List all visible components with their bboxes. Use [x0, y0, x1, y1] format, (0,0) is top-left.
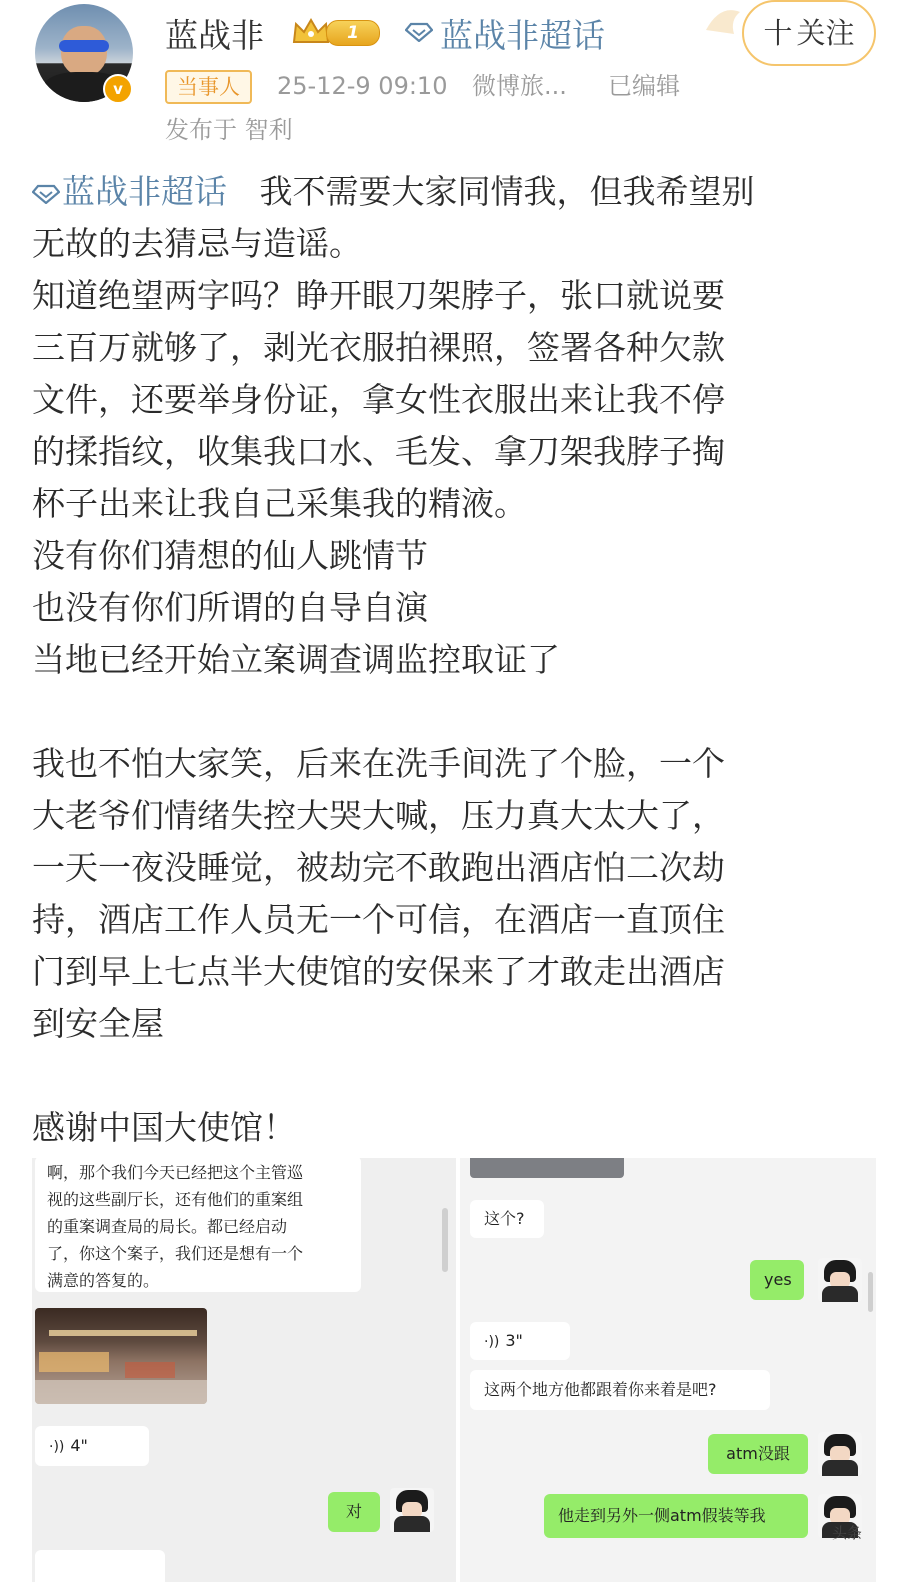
cropped-image [470, 1158, 624, 1178]
post-line: 持，酒店工作人员无一个可信，在酒店一直顶住 [32, 900, 725, 939]
scrollbar[interactable] [442, 1208, 448, 1272]
post-line: 一天一夜没睡觉，被劫完不敢跑出酒店怕二次劫 [32, 848, 725, 887]
post-line: 大老爷们情绪失控大哭大喊，压力真大太大了， [32, 796, 725, 835]
chat-screenshot-left[interactable] [32, 1158, 456, 1582]
voice-duration: 4" [70, 1436, 88, 1455]
supertopic-diamond-icon [405, 22, 433, 42]
anime-avatar-icon[interactable] [818, 1432, 862, 1476]
level-number: 1 [326, 20, 380, 46]
post-timestamp: 25-12-9 09:10 [277, 72, 448, 100]
post-source[interactable]: 微博旅... [472, 72, 567, 100]
chat-message: 这两个地方他都跟着你来着是吧? [470, 1370, 770, 1410]
voice-duration: 3" [505, 1331, 523, 1350]
voice-wave-icon: ·)) [484, 1334, 500, 1350]
post-line: 三百万就够了，剥光衣服拍裸照，签署各种欠款 [32, 328, 725, 367]
anime-avatar-icon[interactable] [390, 1488, 434, 1532]
chat-reply: 他走到另外一侧atm假装等我 [544, 1494, 808, 1538]
voice-message[interactable] [35, 1426, 149, 1466]
post-line: 知道绝望两字吗？睁开眼刀架脖子，张口就说要 [32, 276, 725, 315]
post-line: 也没有你们所谓的自导自演 [32, 588, 428, 627]
voice-wave-icon: ·)) [49, 1439, 65, 1455]
username[interactable]: 蓝战非 [165, 16, 264, 55]
post-line-text: 我不需要大家同情我，但我希望别 [259, 172, 755, 211]
post-text [32, 166, 892, 1154]
scrollbar[interactable] [868, 1272, 873, 1312]
post-line: 到安全屋 [32, 1004, 164, 1043]
chat-photo[interactable] [35, 1308, 207, 1404]
follow-label: 关注 [796, 16, 855, 50]
crown-icon [292, 18, 330, 44]
verified-v-icon: v [103, 74, 133, 104]
chat-reply: 对 [328, 1492, 380, 1532]
post-line: 杯子出来让我自己采集我的精液。 [32, 484, 527, 523]
chat-screenshot-right[interactable] [460, 1158, 876, 1582]
post-line: 我也不怕大家笑，后来在洗手间洗了个脸，一个 [32, 744, 725, 783]
supertopic-diamond-icon [32, 184, 60, 204]
chat-message: 这个? [470, 1200, 544, 1238]
membership-level-badge[interactable] [292, 14, 384, 46]
post-line: 文件，还要举身份证，拿女性衣服出来让我不停 [32, 380, 725, 419]
edited-label[interactable]: 已编辑 [608, 72, 680, 100]
supertopic-link[interactable]: 蓝战非超话 [440, 16, 605, 55]
platform-watermark: 头条 [832, 1524, 863, 1542]
plus-icon: 十 [763, 16, 793, 50]
post-line: 无故的去猜忌与造谣。 [32, 224, 362, 263]
chat-message: 啊，那个我们今天已经把这个主管巡 视的这些副厅长，还有他们的重案组 的重案调查局的局长。都已经启动 了，你这个案子，我们还是想有一个 满意的答复的。 [35, 1158, 361, 1292]
chat-reply: atm没跟 [708, 1434, 808, 1474]
party-involved-tag: 当事人 [165, 70, 252, 104]
supertopic-inline-link[interactable] [32, 172, 238, 211]
supertopic-inline-label: 蓝战非超话 [62, 172, 227, 211]
anime-avatar-icon[interactable] [818, 1258, 862, 1302]
post-line: 门到早上七点半大使馆的安保来了才敢走出酒店 [32, 952, 725, 991]
voice-message[interactable] [470, 1322, 570, 1360]
voice-message-partial[interactable] [35, 1550, 165, 1582]
post-location: 发布于 智利 [165, 116, 293, 144]
post-line: 当地已经开始立案调查调监控取证了 [32, 640, 560, 679]
post-line [32, 166, 892, 218]
post-line: 没有你们猜想的仙人跳情节 [32, 536, 428, 575]
post-line: 的揉指纹，收集我口水、毛发、拿刀架我脖子掏 [32, 432, 725, 471]
chat-reply: yes [750, 1260, 804, 1300]
follow-button[interactable] [742, 0, 876, 66]
post-line: 感谢中国大使馆！ [32, 1108, 296, 1147]
